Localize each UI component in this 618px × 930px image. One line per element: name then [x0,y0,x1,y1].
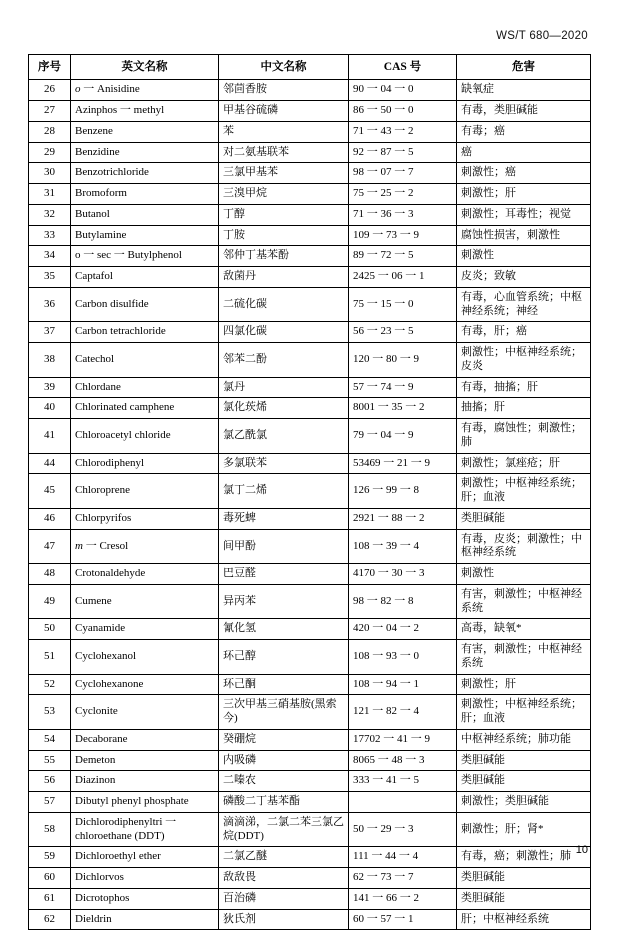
table-row [29,343,591,378]
table-row [29,847,591,868]
cell-chinese-name: 邻茴香胺 [219,80,349,101]
cell-cas-number: 126 一 99 一 8 [349,474,457,509]
table-body [29,80,591,930]
cell-english-name: Dibutyl phenyl phosphate [71,792,219,813]
table-row [29,163,591,184]
cell-cas-number: 141 一 66 一 2 [349,888,457,909]
table-row [29,246,591,267]
cell-cas-number: 62 一 73 一 7 [349,868,457,889]
cell-english-name: Cyclonite [71,695,219,730]
cell-hazard: 刺激性 [457,246,591,267]
table-row [29,121,591,142]
cell-chinese-name: 丁醇 [219,204,349,225]
table-row [29,508,591,529]
table-row [29,529,591,564]
table-row [29,287,591,322]
cell-chinese-name: 异丙苯 [219,584,349,619]
cell-hazard: 皮炎；致敏 [457,267,591,288]
cell-serial-number: 53 [29,695,71,730]
table-row [29,584,591,619]
cell-chinese-name: 毒死蜱 [219,508,349,529]
cell-cas-number: 79 一 04 一 9 [349,419,457,454]
cell-english-name: Dicrotophos [71,888,219,909]
cell-hazard: 有毒，肝；癌 [457,322,591,343]
table-row [29,80,591,101]
cell-cas-number: 2921 一 88 一 2 [349,508,457,529]
cell-chinese-name: 邻仲丁基苯酚 [219,246,349,267]
cell-cas-number: 8001 一 35 一 2 [349,398,457,419]
cell-serial-number: 59 [29,847,71,868]
table-row [29,771,591,792]
cell-cas-number: 120 一 80 一 9 [349,343,457,378]
cell-hazard: 有害，刺激性；中枢神经系统 [457,584,591,619]
table-row [29,474,591,509]
cell-english-name: Captafol [71,267,219,288]
cell-chinese-name: 三氯甲基苯 [219,163,349,184]
cell-english-name: Benzidine [71,142,219,163]
cell-chinese-name: 甲基谷硫磷 [219,101,349,122]
table-row [29,619,591,640]
cell-cas-number: 108 一 39 一 4 [349,529,457,564]
cell-chinese-name: 磷酸二丁基苯酯 [219,792,349,813]
cell-chinese-name: 癸硼烷 [219,729,349,750]
cell-chinese-name: 对二氨基联苯 [219,142,349,163]
page-header: WS/T 680—2020 [496,30,588,42]
cell-serial-number: 50 [29,619,71,640]
cell-hazard: 类胆碱能 [457,508,591,529]
cell-english-name: Azinphos 一 methyl [71,101,219,122]
cell-cas-number: 90 一 04 一 0 [349,80,457,101]
column-header-cas: CAS 号 [349,55,457,80]
cell-serial-number: 61 [29,888,71,909]
cell-english-name: Dichlorvos [71,868,219,889]
cell-chinese-name: 内吸磷 [219,750,349,771]
cell-serial-number: 29 [29,142,71,163]
cell-cas-number: 98 一 82 一 8 [349,584,457,619]
cell-hazard: 腐蚀性损害，刺激性 [457,225,591,246]
cell-chinese-name: 氯丁二烯 [219,474,349,509]
cell-chinese-name: 敌菌丹 [219,267,349,288]
table-row [29,101,591,122]
table-row [29,792,591,813]
cell-english-name: Carbon tetrachloride [71,322,219,343]
column-header-hazard: 危害 [457,55,591,80]
cell-hazard: 刺激性；氯痤疮；肝 [457,453,591,474]
cell-serial-number: 31 [29,184,71,205]
cell-hazard: 刺激性 [457,564,591,585]
cell-cas-number: 75 一 25 一 2 [349,184,457,205]
cell-serial-number: 39 [29,377,71,398]
cell-serial-number: 41 [29,419,71,454]
cell-serial-number: 55 [29,750,71,771]
column-header-no: 序号 [29,55,71,80]
cell-chinese-name: 环己酮 [219,674,349,695]
cell-serial-number: 62 [29,909,71,930]
table-row [29,750,591,771]
cell-hazard: 有毒，抽搐；肝 [457,377,591,398]
cell-english-name: Catechol [71,343,219,378]
cell-chinese-name: 巴豆醛 [219,564,349,585]
cell-hazard: 有毒，心血管系统；中枢神经系统；神经 [457,287,591,322]
cell-english-name: o 一 Anisidine [71,80,219,101]
cell-cas-number: 111 一 44 一 4 [349,847,457,868]
table-row [29,564,591,585]
cell-cas-number: 8065 一 48 一 3 [349,750,457,771]
cell-english-name: Chlorpyrifos [71,508,219,529]
cell-serial-number: 52 [29,674,71,695]
table-row [29,695,591,730]
cell-hazard: 刺激性；肝；肾* [457,812,591,847]
cell-serial-number: 58 [29,812,71,847]
table-row [29,204,591,225]
cell-cas-number: 75 一 15 一 0 [349,287,457,322]
cell-cas-number [349,792,457,813]
cell-serial-number: 36 [29,287,71,322]
cell-chinese-name: 二氯乙醚 [219,847,349,868]
cell-cas-number: 71 一 36 一 3 [349,204,457,225]
cell-chinese-name: 二嗪农 [219,771,349,792]
cell-serial-number: 30 [29,163,71,184]
cell-serial-number: 37 [29,322,71,343]
cell-chinese-name: 间甲酚 [219,529,349,564]
cell-chinese-name: 邻苯二酚 [219,343,349,378]
cell-chinese-name: 苯 [219,121,349,142]
table-row [29,453,591,474]
cell-serial-number: 27 [29,101,71,122]
cell-english-name: Cyanamide [71,619,219,640]
table-row [29,398,591,419]
cell-hazard: 有害，刺激性；中枢神经系统 [457,640,591,675]
page-number: 10 [575,844,588,856]
cell-english-name: m 一 Cresol [71,529,219,564]
cell-cas-number: 121 一 82 一 4 [349,695,457,730]
cell-cas-number: 57 一 74 一 9 [349,377,457,398]
table-row [29,640,591,675]
table-row [29,225,591,246]
cell-hazard: 类胆碱能 [457,888,591,909]
cell-english-name: Butanol [71,204,219,225]
cell-english-name: Butylamine [71,225,219,246]
cell-hazard: 刺激性；癌 [457,163,591,184]
cell-hazard: 刺激性；中枢神经系统；皮炎 [457,343,591,378]
cell-chinese-name: 氯化莰烯 [219,398,349,419]
cell-english-name: Cyclohexanone [71,674,219,695]
cell-hazard: 有毒，类胆碱能 [457,101,591,122]
cell-chinese-name: 百治磷 [219,888,349,909]
cell-cas-number: 420 一 04 一 2 [349,619,457,640]
cell-cas-number: 4170 一 30 一 3 [349,564,457,585]
cell-hazard: 肝；中枢神经系统 [457,909,591,930]
cell-serial-number: 51 [29,640,71,675]
table-row [29,419,591,454]
cell-english-name: Dichlorodiphenyltri 一 chloroethane (DDT) [71,812,219,847]
cell-serial-number: 26 [29,80,71,101]
cell-english-name: Benzene [71,121,219,142]
table-row [29,674,591,695]
cell-hazard: 刺激性；肝 [457,184,591,205]
cell-hazard: 类胆碱能 [457,868,591,889]
cell-english-name: Decaborane [71,729,219,750]
cell-serial-number: 47 [29,529,71,564]
cell-serial-number: 35 [29,267,71,288]
cell-chinese-name: 四氯化碳 [219,322,349,343]
hazard-table [28,54,591,930]
cell-english-name: Crotonaldehyde [71,564,219,585]
cell-english-name: Chloroacetyl chloride [71,419,219,454]
cell-serial-number: 38 [29,343,71,378]
cell-hazard: 类胆碱能 [457,771,591,792]
cell-chinese-name: 氰化氢 [219,619,349,640]
table-row [29,322,591,343]
cell-english-name: Demeton [71,750,219,771]
cell-hazard: 癌 [457,142,591,163]
cell-cas-number: 109 一 73 一 9 [349,225,457,246]
column-header-english-name: 英文名称 [71,55,219,80]
cell-hazard: 中枢神经系统；肺功能 [457,729,591,750]
cell-cas-number: 71 一 43 一 2 [349,121,457,142]
cell-hazard: 刺激性；耳毒性；视觉 [457,204,591,225]
cell-english-name: Chlorinated camphene [71,398,219,419]
cell-chinese-name: 三次甲基三硝基胺(黑索今) [219,695,349,730]
cell-hazard: 缺氧症 [457,80,591,101]
cell-english-name: Cyclohexanol [71,640,219,675]
cell-english-name: o 一 sec 一 Butylphenol [71,246,219,267]
cell-serial-number: 57 [29,792,71,813]
cell-english-name: Chloroprene [71,474,219,509]
cell-serial-number: 34 [29,246,71,267]
cell-chinese-name: 氯乙酰氯 [219,419,349,454]
cell-serial-number: 44 [29,453,71,474]
cell-english-name: Cumene [71,584,219,619]
cell-hazard: 有毒，皮炎；刺激性；中枢神经系统 [457,529,591,564]
cell-chinese-name: 狄氏剂 [219,909,349,930]
cell-serial-number: 49 [29,584,71,619]
cell-hazard: 刺激性；类胆碱能 [457,792,591,813]
cell-chinese-name: 氯丹 [219,377,349,398]
cell-english-name: Carbon disulfide [71,287,219,322]
cell-serial-number: 45 [29,474,71,509]
cell-serial-number: 28 [29,121,71,142]
table-row [29,868,591,889]
table-row [29,729,591,750]
cell-hazard: 有毒；癌 [457,121,591,142]
cell-hazard: 有毒，癌；刺激性；肺 [457,847,591,868]
cell-hazard: 高毒，缺氧* [457,619,591,640]
cell-cas-number: 17702 一 41 一 9 [349,729,457,750]
cell-serial-number: 56 [29,771,71,792]
cell-cas-number: 108 一 94 一 1 [349,674,457,695]
table-row [29,888,591,909]
cell-serial-number: 46 [29,508,71,529]
cell-hazard: 类胆碱能 [457,750,591,771]
cell-hazard: 刺激性；肝 [457,674,591,695]
cell-serial-number: 33 [29,225,71,246]
cell-english-name: Dieldrin [71,909,219,930]
cell-cas-number: 53469 一 21 一 9 [349,453,457,474]
table-row [29,812,591,847]
cell-chinese-name: 环己醇 [219,640,349,675]
cell-hazard: 抽搐；肝 [457,398,591,419]
cell-cas-number: 333 一 41 一 5 [349,771,457,792]
cell-cas-number: 86 一 50 一 0 [349,101,457,122]
cell-cas-number: 98 一 07 一 7 [349,163,457,184]
table-row [29,377,591,398]
cell-english-name: Chlordane [71,377,219,398]
cell-serial-number: 54 [29,729,71,750]
cell-cas-number: 60 一 57 一 1 [349,909,457,930]
table-row [29,267,591,288]
cell-chinese-name: 二硫化碳 [219,287,349,322]
cell-hazard: 有毒，腐蚀性；刺激性；肺 [457,419,591,454]
cell-chinese-name: 多氯联苯 [219,453,349,474]
table-row [29,142,591,163]
cell-cas-number: 108 一 93 一 0 [349,640,457,675]
cell-serial-number: 48 [29,564,71,585]
cell-chinese-name: 敌敌畏 [219,868,349,889]
table-row [29,909,591,930]
cell-chinese-name: 三溴甲烷 [219,184,349,205]
cell-hazard: 刺激性；中枢神经系统；肝；血液 [457,695,591,730]
cell-english-name: Bromoform [71,184,219,205]
cell-cas-number: 89 一 72 一 5 [349,246,457,267]
cell-cas-number: 50 一 29 一 3 [349,812,457,847]
table-row [29,184,591,205]
cell-cas-number: 2425 一 06 一 1 [349,267,457,288]
cell-cas-number: 56 一 23 一 5 [349,322,457,343]
cell-english-name: Chlorodiphenyl [71,453,219,474]
table-header-row [29,55,591,80]
cell-english-name: Diazinon [71,771,219,792]
cell-hazard: 刺激性；中枢神经系统；肝；血液 [457,474,591,509]
column-header-chinese-name: 中文名称 [219,55,349,80]
cell-chinese-name: 丁胺 [219,225,349,246]
cell-serial-number: 60 [29,868,71,889]
cell-english-name: Benzotrichloride [71,163,219,184]
cell-english-name: Dichloroethyl ether [71,847,219,868]
cell-chinese-name: 滴滴涕，二氯二苯三氯乙烷(DDT) [219,812,349,847]
cell-serial-number: 32 [29,204,71,225]
cell-serial-number: 40 [29,398,71,419]
cell-cas-number: 92 一 87 一 5 [349,142,457,163]
